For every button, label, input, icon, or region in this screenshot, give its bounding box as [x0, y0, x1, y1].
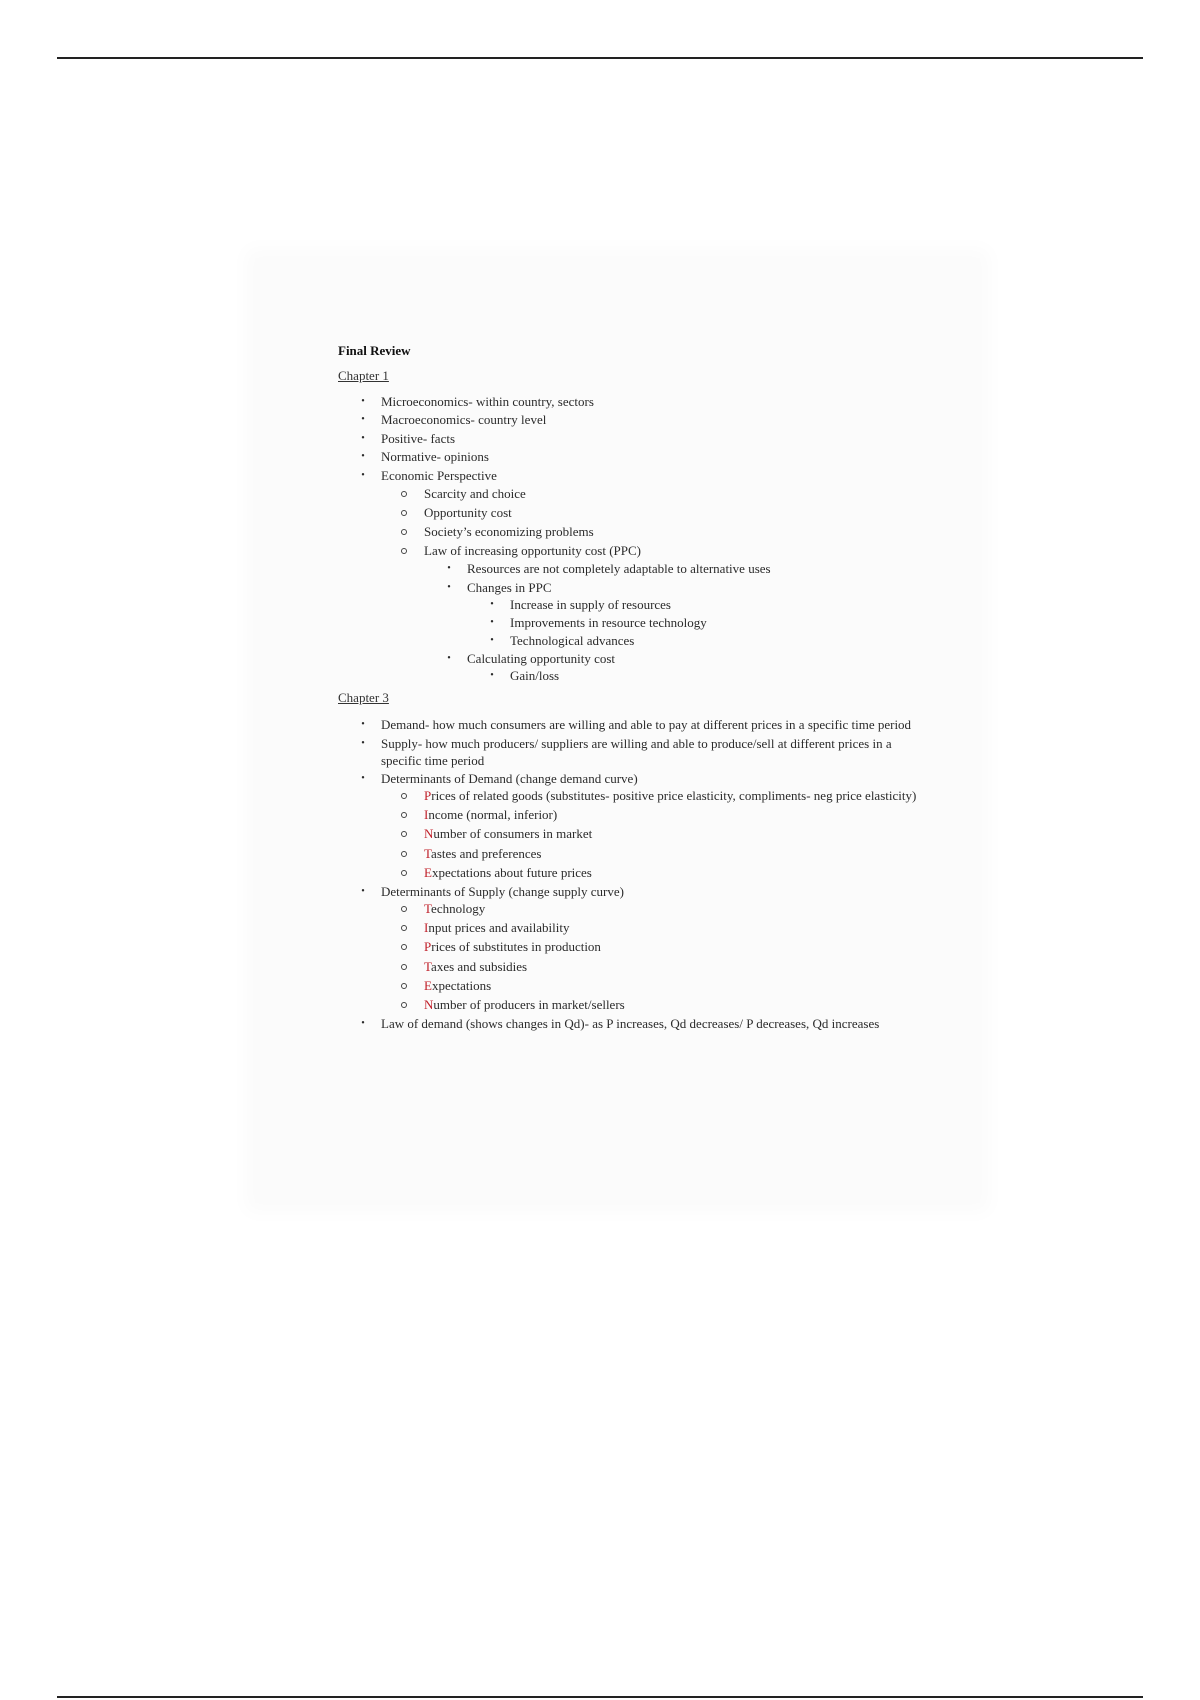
circle-bullet-icon	[401, 983, 407, 989]
list-item: • Technological advances	[467, 632, 918, 649]
list-item: • Microeconomics- within country, sectors	[338, 393, 918, 410]
circle-bullet-icon	[401, 812, 407, 818]
supply-determinants-list	[381, 900, 918, 1013]
list-item: • Improvements in resource technology	[467, 614, 918, 631]
perspective-list	[381, 485, 918, 685]
circle-bullet-icon	[401, 870, 407, 876]
list-item: • Changes in PPC • Increase in supply of resources • Improvements in resource technology • Technological advances	[424, 579, 918, 649]
list-item: Prices of related goods (substitutes- positive price elasticity, compliments- neg price elasticity)	[381, 787, 918, 804]
bullet-icon: •	[361, 1018, 365, 1030]
chapter-1-list	[338, 393, 918, 684]
bottom-divider	[57, 1696, 1143, 1698]
ppc-changes-list	[467, 596, 918, 649]
list-item: Technology	[381, 900, 918, 917]
document-content	[338, 342, 918, 1034]
bullet-icon: •	[361, 469, 365, 481]
circle-bullet-icon	[401, 831, 407, 837]
list-item: • Supply- how much producers/ suppliers are willing and able to produce/sell at different prices in a specific time period	[338, 735, 918, 769]
bullet-icon: •	[361, 451, 365, 463]
circle-bullet-icon	[401, 529, 407, 535]
chapter-3-list	[338, 716, 918, 1032]
list-item: • Calculating opportunity cost • Gain/loss	[424, 650, 918, 684]
list-item: • Macroeconomics- country level	[338, 411, 918, 428]
document-title: Final Review	[338, 343, 411, 358]
demand-determinants-list	[381, 787, 918, 881]
circle-bullet-icon	[401, 906, 407, 912]
list-item: Income (normal, inferior)	[381, 806, 918, 823]
bullet-icon: •	[361, 886, 365, 898]
bullet-icon: •	[361, 414, 365, 426]
circle-bullet-icon	[401, 1002, 407, 1008]
circle-bullet-icon	[401, 510, 407, 516]
list-item: Society’s economizing problems	[381, 523, 918, 540]
list-item: • Determinants of Supply (change supply curve) Technology Input prices and availability Prices of substitutes in production Taxes and subsidies Expectations Number of producers in market/sellers	[338, 883, 918, 1013]
list-item: Prices of substitutes in production	[381, 938, 918, 955]
top-divider	[57, 57, 1143, 59]
bullet-icon: •	[361, 396, 365, 407]
list-item: Input prices and availability	[381, 919, 918, 936]
bullet-icon: •	[361, 432, 365, 444]
list-item: • Gain/loss	[467, 667, 918, 684]
chapter-3-heading: Chapter 3	[338, 690, 389, 706]
circle-bullet-icon	[401, 925, 407, 931]
bullet-icon: •	[447, 581, 451, 593]
bullet-icon: •	[490, 634, 494, 646]
bullet-icon: •	[490, 670, 494, 682]
circle-bullet-icon	[401, 491, 407, 497]
chapter-1-heading: Chapter 1	[338, 368, 389, 383]
list-item: Law of increasing opportunity cost (PPC) • Resources are not completely adaptable to alternative uses • Changes in PPC • Increase in supply of resources • Improvements in resource technology • Technological advances • Calculating opportunity cost • Gain/loss	[381, 542, 918, 684]
bullet-icon: •	[490, 616, 494, 628]
list-item: Number of producers in market/sellers	[381, 996, 918, 1013]
bullet-icon: •	[361, 773, 365, 785]
bullet-icon: •	[490, 598, 494, 610]
ppc-list	[424, 560, 918, 684]
list-item: Expectations about future prices	[381, 864, 918, 881]
list-item: Scarcity and choice	[381, 485, 918, 502]
list-item: Taxes and subsidies	[381, 958, 918, 975]
circle-bullet-icon	[401, 851, 407, 857]
list-item: • Economic Perspective Scarcity and choice Opportunity cost Society’s economizing problems Law of increasing opportunity cost (PPC) • Resources are not completely adaptable to alternative uses • Changes in PPC • Increase in supply of resources • Improvements in resource technology • Technological advances • Calculating opportunity cost • Gain/loss	[338, 467, 918, 685]
bullet-icon: •	[447, 563, 451, 575]
bullet-icon: •	[361, 719, 365, 731]
list-item: • Resources are not completely adaptable to alternative uses	[424, 560, 918, 577]
list-item: • Demand- how much consumers are willing and able to pay at different prices in a specific time period	[338, 716, 918, 733]
circle-bullet-icon	[401, 548, 407, 554]
list-item: Opportunity cost	[381, 504, 918, 521]
bullet-icon: •	[447, 653, 451, 665]
list-item: • Law of demand (shows changes in Qd)- as P increases, Qd decreases/ P decreases, Qd increases	[338, 1015, 918, 1032]
circle-bullet-icon	[401, 964, 407, 970]
list-item: • Positive- facts	[338, 430, 918, 447]
circle-bullet-icon	[401, 944, 407, 950]
bullet-icon: •	[361, 737, 365, 749]
list-item: Number of consumers in market	[381, 825, 918, 842]
calc-list	[467, 667, 918, 684]
list-item: • Normative- opinions	[338, 448, 918, 465]
list-item: Tastes and preferences	[381, 845, 918, 862]
circle-bullet-icon	[401, 793, 407, 799]
list-item: Expectations	[381, 977, 918, 994]
list-item: • Increase in supply of resources	[467, 596, 918, 613]
list-item: • Determinants of Demand (change demand curve) Prices of related goods (substitutes- positive price elasticity, compliments- neg price elasticity) Income (normal, inferior) Number of consumers in market Tastes and preferences Expectations about future prices	[338, 770, 918, 881]
